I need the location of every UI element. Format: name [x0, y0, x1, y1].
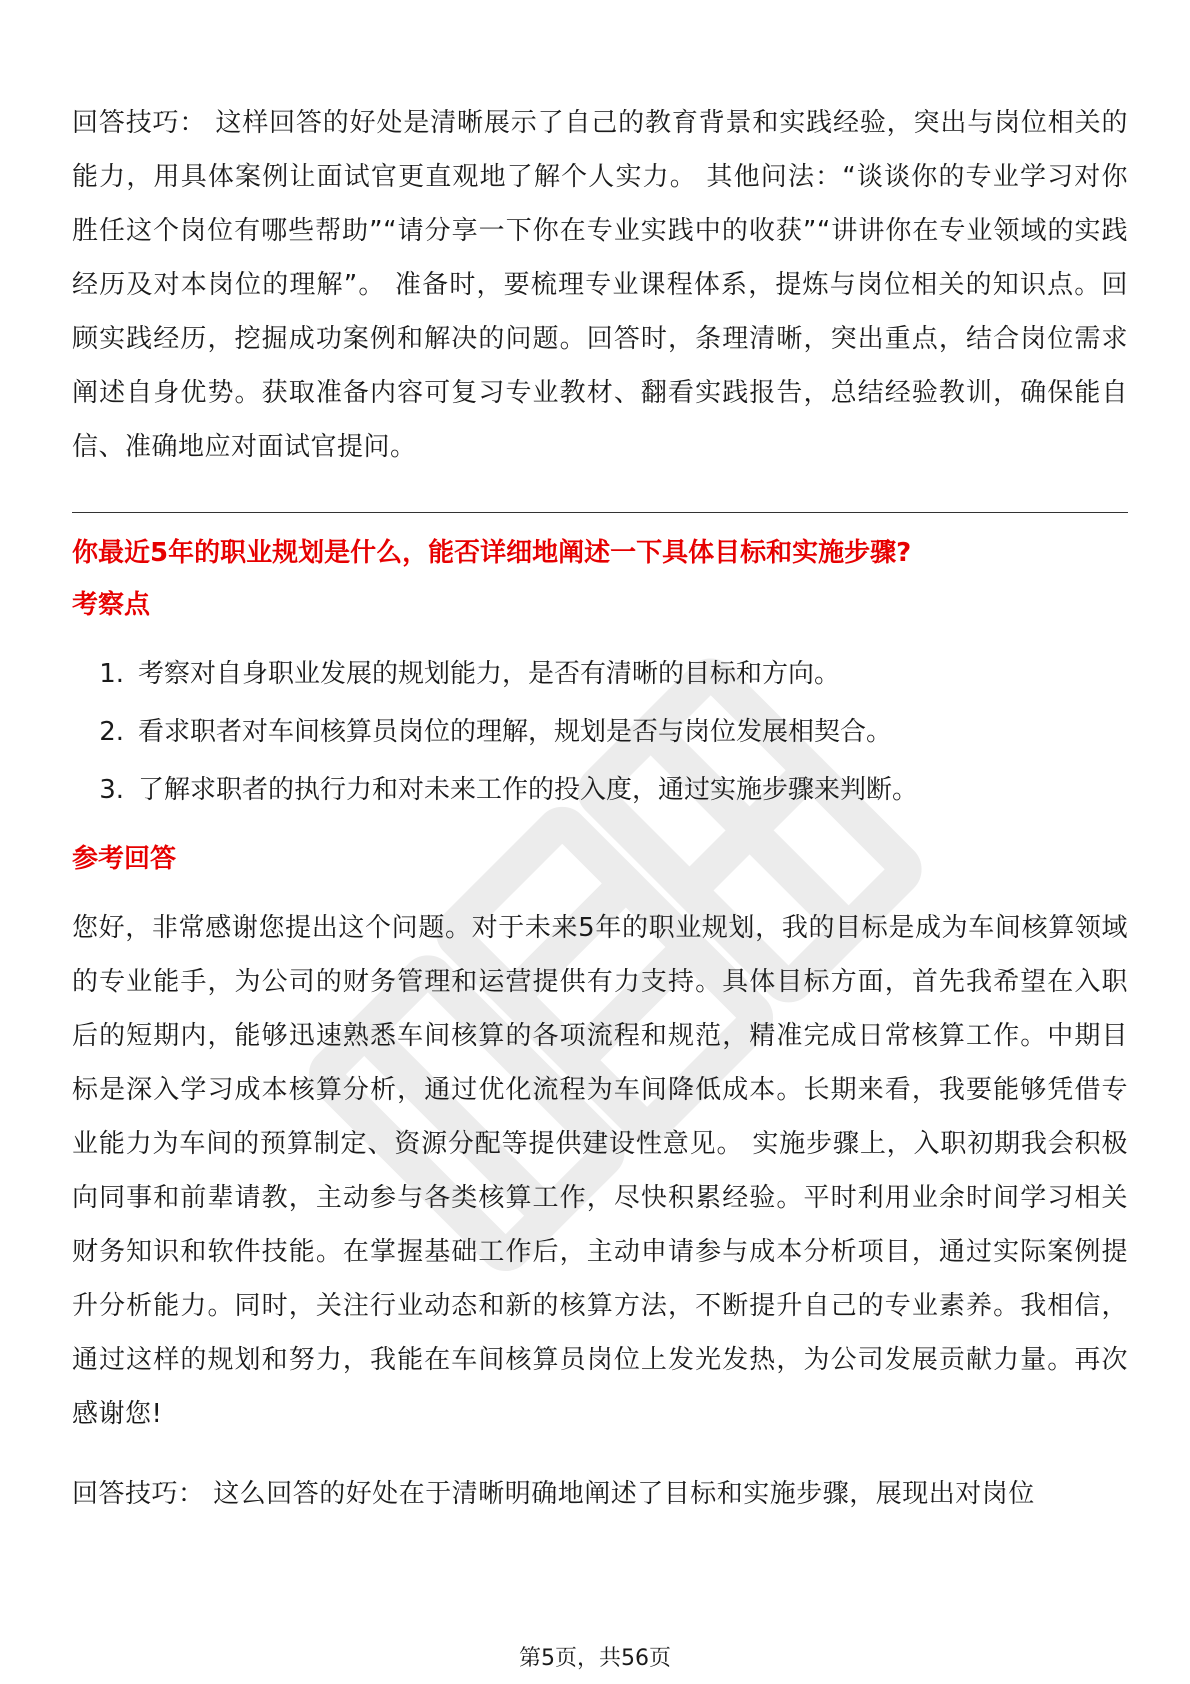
list-item	[72, 761, 1128, 819]
intro-tips-paragraph: 回答技巧： 这样回答的好处是清晰展示了自己的教育背景和实践经验，突出与岗位相关的能力，用具体案例让面试官更直观地了解个人实力。 其他问法：“谈谈你的专业学习对你胜任这个岗位有哪些帮助”“请分享一下你在专业实践中的收获”“讲讲你在专业领域的实践经历及对本岗位的理解”。 准备时，要梳理专业课程体系，提炼与岗位相关的知识点。回顾实践经历，挖掘成功案例和解决的问题。回答时，条理清晰，突出重点，结合岗位需求阐述自身优势。获取准备内容可复习专业教材、翻看实践报告，总结经验教训，确保能自信、准确地应对面试官提问。	[72, 108, 1128, 462]
list-item-number: 3.	[99, 775, 124, 805]
assessment-list	[72, 645, 1128, 819]
page-number-footer: 第5页，共56页	[519, 1646, 671, 1671]
question-heading: 你最近5年的职业规划是什么，能否详细地阐述一下具体目标和实施步骤?	[72, 538, 912, 568]
list-item-text: 看求职者对车间核算员岗位的理解，规划是否与岗位发展相契合。	[138, 717, 893, 747]
answer-tips-paragraph: 回答技巧： 这么回答的好处在于清晰明确地阐述了目标和实施步骤，展现出对岗位	[72, 1479, 1035, 1509]
section-divider	[72, 512, 1128, 513]
list-item-text: 了解求职者的执行力和对未来工作的投入度，通过实施步骤来判断。	[138, 775, 919, 805]
reference-answer-paragraph: 您好，非常感谢您提出这个问题。对于未来5年的职业规划，我的目标是成为车间核算领域的专业能手，为公司的财务管理和运营提供有力支持。具体目标方面，首先我希望在入职后的短期内，能够迅速熟悉车间核算的各项流程和规范，精准完成日常核算工作。中期目标是深入学习成本核算分析，通过优化流程为车间降低成本。长期来看，我要能够凭借专业能力为车间的预算制定、资源分配等提供建设性意见。 实施步骤上，入职初期我会积极向同事和前辈请教，主动参与各类核算工作，尽快积累经验。平时利用业余时间学习相关财务知识和软件技能。在掌握基础工作后，主动申请参与成本分析项目，通过实际案例提升分析能力。同时，关注行业动态和新的核算方法，不断提升自己的专业素养。我相信，通过这样的规划和努力，我能在车间核算员岗位上发光发热，为公司发展贡献力量。再次感谢您!	[72, 913, 1128, 1429]
list-item-number: 2.	[99, 717, 124, 747]
assessment-title: 考察点	[72, 590, 151, 620]
list-item	[72, 645, 1128, 703]
list-item-text: 考察对自身职业发展的规划能力，是否有清晰的目标和方向。	[138, 659, 841, 689]
list-item-number: 1.	[99, 659, 124, 689]
document-page	[72, 96, 1128, 1521]
list-item	[72, 703, 1128, 761]
reference-answer-title: 参考回答	[72, 844, 177, 874]
